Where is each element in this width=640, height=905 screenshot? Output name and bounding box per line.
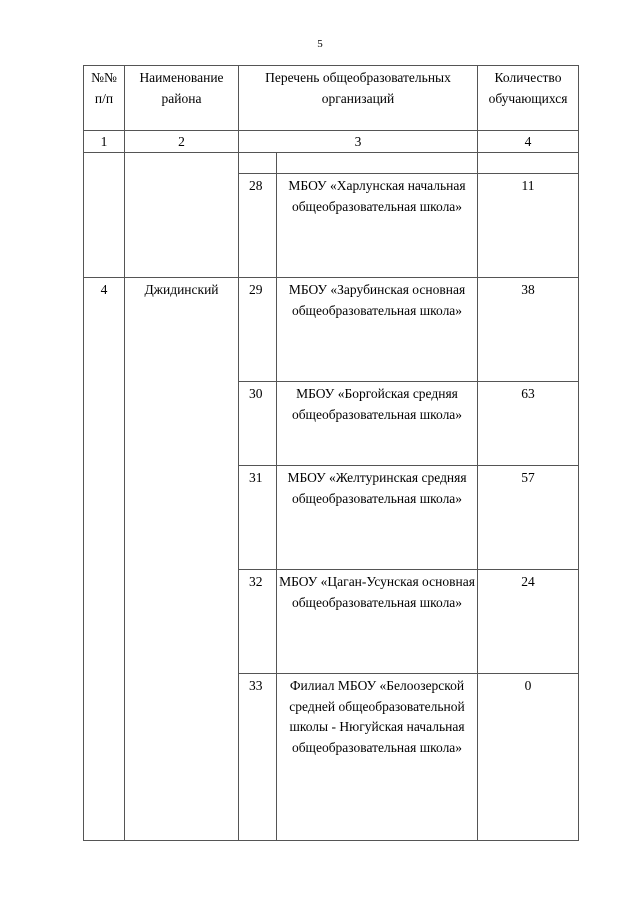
page-number: 5: [317, 38, 323, 50]
region-cell: Джидинский: [125, 278, 239, 841]
org-number-cell: 31: [239, 466, 277, 570]
count-cell: 11: [478, 174, 579, 278]
org-name-cell: МБОУ «Цаган-Усунская основная общеобразовательная школа»: [277, 570, 478, 674]
header-col-orgs: Перечень общеобразовательных организаций: [239, 66, 478, 131]
column-numbers-row: [84, 131, 579, 153]
org-number-cell: [239, 153, 277, 174]
org-name-cell: МБОУ «Харлунская начальная общеобразовательная школа»: [277, 174, 478, 278]
schools-table: [83, 65, 579, 841]
count-cell: 24: [478, 570, 579, 674]
org-name-cell: МБОУ «Желтуринская средняя общеобразовательная школа»: [277, 466, 478, 570]
header-col-count: Количество обучающихся: [478, 66, 579, 131]
count-cell: 57: [478, 466, 579, 570]
header-col-region: Наименование района: [125, 66, 239, 131]
count-cell: [478, 153, 579, 174]
count-cell: 0: [478, 674, 579, 841]
org-number-cell: 30: [239, 382, 277, 466]
row-number-cell: [84, 153, 125, 278]
column-number: 3: [239, 131, 478, 153]
org-number-cell: 32: [239, 570, 277, 674]
header-col-no: №№ п/п: [84, 66, 125, 131]
org-name-cell: Филиал МБОУ «Белоозерской средней общеобразовательной школы - Нюгуйская начальная общеобразовательная школа»: [277, 674, 478, 841]
count-cell: 38: [478, 278, 579, 382]
column-number: 4: [478, 131, 579, 153]
region-cell: [125, 153, 239, 278]
row-number-cell: 4: [84, 278, 125, 841]
org-number-cell: 33: [239, 674, 277, 841]
org-number-cell: 28: [239, 174, 277, 278]
org-name-cell: МБОУ «Боргойская средняя общеобразовательная школа»: [277, 382, 478, 466]
org-name-cell: [277, 153, 478, 174]
org-name-cell: МБОУ «Зарубинская основная общеобразовательная школа»: [277, 278, 478, 382]
column-number: 2: [125, 131, 239, 153]
column-number: 1: [84, 131, 125, 153]
count-cell: 63: [478, 382, 579, 466]
table-row: [84, 278, 579, 382]
table-row: [84, 153, 579, 174]
table-header-row: [84, 66, 579, 131]
org-number-cell: 29: [239, 278, 277, 382]
